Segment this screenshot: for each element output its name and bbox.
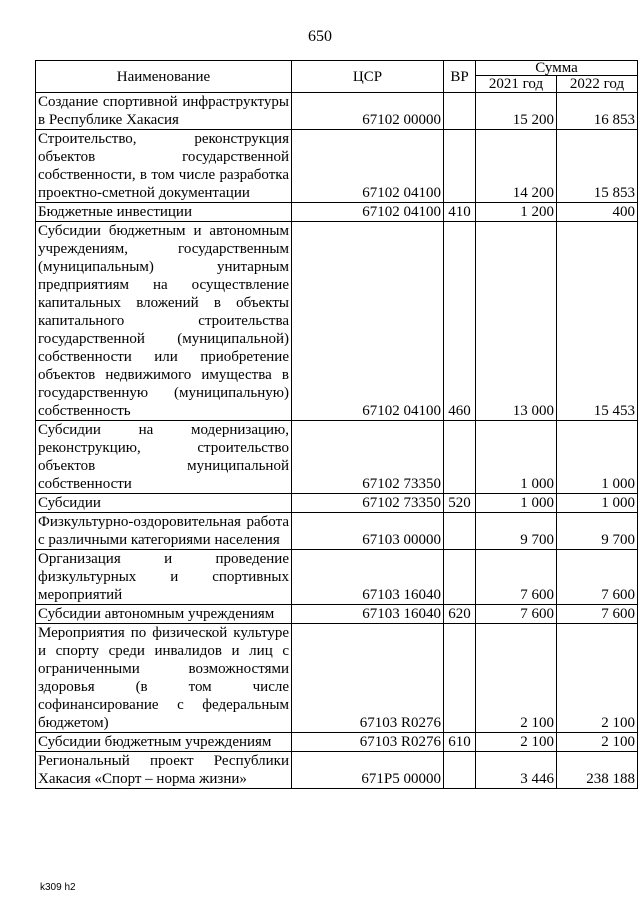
table-row	[36, 605, 638, 624]
row-name: Субсидии автономным учреждениям	[36, 605, 292, 624]
row-vr: 460	[444, 222, 476, 421]
row-csr: 67102 04100	[292, 222, 444, 421]
header-year-2021: 2021 год	[476, 76, 557, 93]
row-vr	[444, 752, 476, 789]
row-vr	[444, 93, 476, 130]
row-vr: 410	[444, 203, 476, 222]
table-row	[36, 624, 638, 733]
table-row	[36, 130, 638, 203]
row-sum-2021: 2 100	[476, 624, 557, 733]
row-name: Бюджетные инвестиции	[36, 203, 292, 222]
row-sum-2022: 16 853	[557, 93, 638, 130]
header-year-2022: 2022 год	[557, 76, 638, 93]
row-sum-2022: 9 700	[557, 513, 638, 550]
row-sum-2022: 7 600	[557, 605, 638, 624]
row-sum-2021: 9 700	[476, 513, 557, 550]
row-name: Мероприятия по физической культуре и спорту среди инвалидов и лиц с ограниченными возможностями здоровья (в том числе софинансирование с федеральным бюджетом)	[36, 624, 292, 733]
table-row	[36, 752, 638, 789]
row-vr	[444, 550, 476, 605]
row-name: Региональный проект Республики Хакасия «Спорт – норма жизни»	[36, 752, 292, 789]
row-vr: 520	[444, 494, 476, 513]
row-sum-2021: 1 200	[476, 203, 557, 222]
page-number: 650	[308, 28, 332, 45]
row-vr: 620	[444, 605, 476, 624]
row-csr: 67103 16040	[292, 550, 444, 605]
row-sum-2021: 7 600	[476, 550, 557, 605]
row-sum-2022: 238 188	[557, 752, 638, 789]
table-row	[36, 513, 638, 550]
row-vr	[444, 130, 476, 203]
row-csr: 67103 R0276	[292, 624, 444, 733]
row-vr	[444, 421, 476, 494]
row-sum-2021: 3 446	[476, 752, 557, 789]
row-csr: 671P5 00000	[292, 752, 444, 789]
row-name: Строительство, реконструкция объектов государственной собственности, в том числе разработка проектно-сметной документации	[36, 130, 292, 203]
row-sum-2022: 1 000	[557, 421, 638, 494]
row-sum-2021: 2 100	[476, 733, 557, 752]
table-row	[36, 550, 638, 605]
row-sum-2022: 15 453	[557, 222, 638, 421]
row-csr: 67103 00000	[292, 513, 444, 550]
row-vr	[444, 624, 476, 733]
row-sum-2021: 1 000	[476, 494, 557, 513]
row-sum-2022: 15 853	[557, 130, 638, 203]
row-sum-2022: 2 100	[557, 733, 638, 752]
header-sum: Сумма	[476, 61, 638, 76]
header-vr: ВР	[444, 61, 476, 93]
row-csr: 67102 00000	[292, 93, 444, 130]
row-sum-2021: 13 000	[476, 222, 557, 421]
footer-document-code: k309 h2	[40, 882, 76, 893]
row-name: Организация и проведение физкультурных и спортивных мероприятий	[36, 550, 292, 605]
row-sum-2021: 7 600	[476, 605, 557, 624]
table-row	[36, 203, 638, 222]
row-csr: 67102 04100	[292, 203, 444, 222]
row-sum-2022: 1 000	[557, 494, 638, 513]
header-csr: ЦСР	[292, 61, 444, 93]
row-csr: 67102 73350	[292, 494, 444, 513]
table-row	[36, 421, 638, 494]
table-row	[36, 733, 638, 752]
row-csr: 67102 04100	[292, 130, 444, 203]
row-name: Создание спортивной инфраструктуры в Республике Хакасия	[36, 93, 292, 130]
row-name: Субсидии на модернизацию, реконструкцию, строительство объектов муниципальной собственности	[36, 421, 292, 494]
row-csr: 67102 73350	[292, 421, 444, 494]
row-sum-2022: 2 100	[557, 624, 638, 733]
table-row	[36, 494, 638, 513]
row-sum-2022: 400	[557, 203, 638, 222]
row-sum-2021: 14 200	[476, 130, 557, 203]
row-name: Субсидии	[36, 494, 292, 513]
budget-table	[35, 60, 638, 789]
row-vr	[444, 513, 476, 550]
header-name: Наименование	[36, 61, 292, 93]
row-csr: 67103 R0276	[292, 733, 444, 752]
row-name: Субсидии бюджетным учреждениям	[36, 733, 292, 752]
row-sum-2021: 1 000	[476, 421, 557, 494]
row-name: Физкультурно-оздоровительная работа с различными категориями населения	[36, 513, 292, 550]
row-name: Субсидии бюджетным и автономным учреждениям, государственным (муниципальным) унитарным предприятиям на осуществление капитальных вложений в объекты капитального строительства государственной (муниципальной) собственности или приобретение объектов недвижимого имущества в государственную (муниципальную) собственность	[36, 222, 292, 421]
row-sum-2022: 7 600	[557, 550, 638, 605]
table-row	[36, 222, 638, 421]
row-csr: 67103 16040	[292, 605, 444, 624]
table-row	[36, 93, 638, 130]
row-vr: 610	[444, 733, 476, 752]
row-sum-2021: 15 200	[476, 93, 557, 130]
